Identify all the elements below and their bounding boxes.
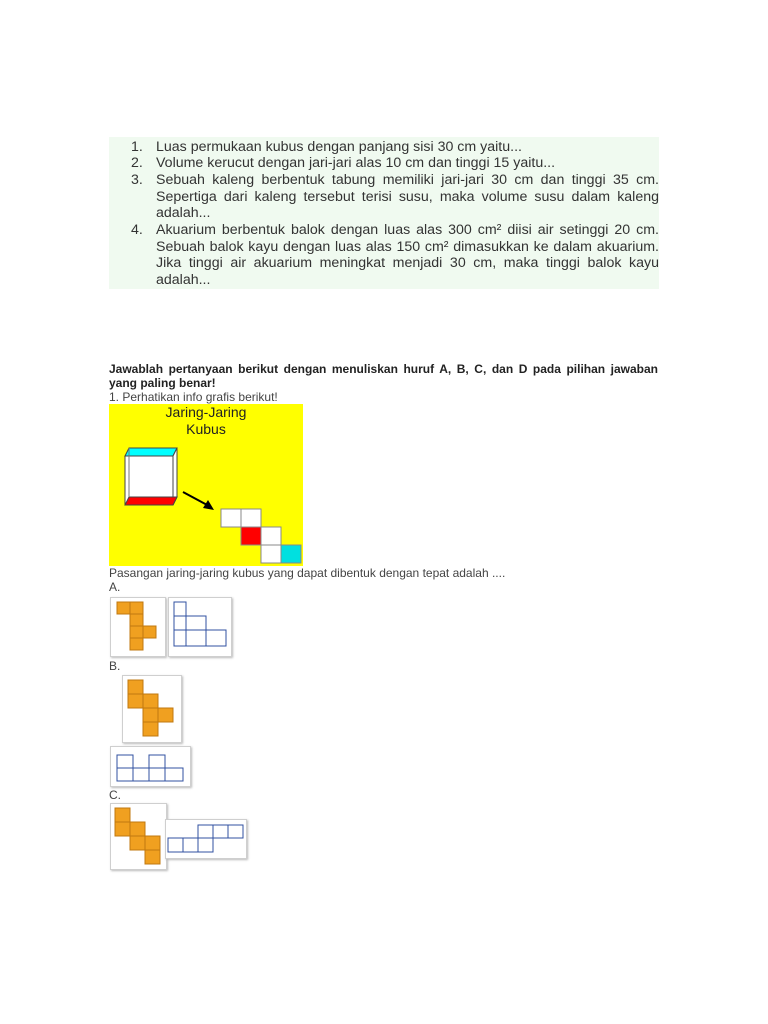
option-b-label: B. — [109, 659, 121, 673]
infographic — [109, 404, 303, 566]
option-c-net-orange — [110, 803, 167, 870]
option-c-net-blue — [165, 819, 247, 859]
instruction-text: Jawablah pertanyaan berikut dengan menuliskan huruf A, B, C, dan D pada pilihan jawaban yang paling benar! — [109, 362, 658, 390]
option-a-net-orange — [110, 597, 166, 657]
cube-top-face — [125, 448, 177, 456]
infographic-subtitle: Kubus — [186, 421, 226, 437]
option-a-net-blue — [168, 597, 232, 657]
net-illustration — [221, 509, 301, 563]
question-number: 3. — [131, 172, 143, 188]
cube-net-diagram — [109, 404, 303, 566]
arrow-icon — [183, 492, 214, 510]
cube-right-face — [173, 448, 177, 505]
option-a-label: A. — [109, 580, 121, 594]
question-text: Volume kerucut dengan jari-jari alas 10 cm dan tinggi 15 yaitu... — [156, 155, 556, 171]
question-number: 1. — [131, 139, 143, 155]
question-text: Sebuah kaleng berbentuk tabung memiliki jari-jari 30 cm dan tinggi 35 cm. Sepertiga dari kaleng tersebut terisi susu, maka volume susu dalam kaleng adalah... — [156, 172, 659, 221]
infographic-title: Jaring-Jaring — [165, 404, 247, 420]
option-b-net-orange — [122, 675, 182, 743]
info-note: 1. Perhatikan info grafis berikut! — [109, 390, 278, 404]
cube-bottom-face — [125, 497, 177, 505]
option-b-net-blue — [110, 746, 191, 787]
question-text: Pasangan jaring-jaring kubus yang dapat dibentuk dengan tepat adalah .... — [109, 566, 506, 580]
cube-illustration — [125, 448, 177, 505]
question-text: Akuarium berbentuk balok dengan luas alas 300 cm² diisi air setinggi 20 cm. Sebuah balok kayu dengan luas alas 150 cm² dimasukkan ke dalam akuarium. Jika tinggi air akuarium meningkat menjadi 30 cm, maka tinggi balok kayu adalah... — [156, 222, 659, 288]
option-c-label: C. — [109, 788, 121, 802]
question-number: 2. — [131, 155, 143, 171]
question-number: 4. — [131, 222, 143, 238]
question-text: Luas permukaan kubus dengan panjang sisi 30 cm yaitu... — [156, 139, 522, 155]
